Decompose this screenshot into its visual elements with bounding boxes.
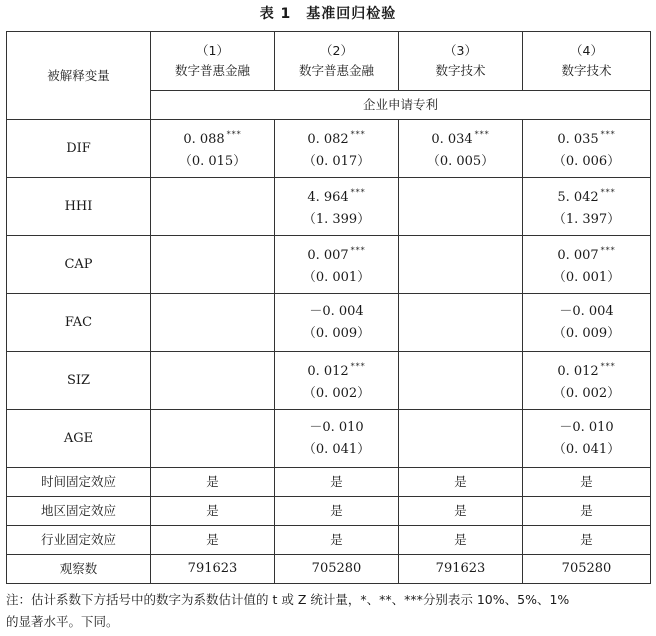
coefficient-value: 0. 082 [307,132,349,147]
column-name: 数字技术 [435,63,486,78]
effect-rows [7,468,651,584]
coefficient [523,420,650,436]
effect-value: 是 [151,497,275,526]
coefficient-cell [399,178,523,236]
standard-error: （0. 009） [302,325,371,341]
coefficient [523,304,650,320]
column-name: 数字技术 [561,63,612,78]
column-name: 数字普惠金融 [298,63,374,78]
coefficient-value: 0. 035 [557,132,599,147]
coefficient [275,127,398,148]
significance-stars: *** [600,188,616,197]
variable-name: DIF [7,120,151,178]
standard-error: （0. 006） [552,154,621,169]
coefficient [275,359,398,380]
effect-value: 是 [399,526,523,555]
effect-value: 是 [275,497,399,526]
coefficient-value: 0. 007 [307,248,349,263]
coefficient [151,127,274,148]
coefficient-cell [399,410,523,468]
coefficient-cell [151,410,275,468]
dependent-variable-label: 被解释变量 [7,32,151,120]
column-name: 数字普惠金融 [174,63,250,78]
standard-error: （1. 397） [552,212,621,227]
coefficient-value: －0. 010 [309,419,364,435]
coefficient-value: －0. 010 [559,419,614,435]
table-row [7,236,651,294]
coefficient-value: 0. 012 [307,364,349,379]
column-header-4 [523,32,651,91]
table-row [7,352,651,410]
column-number: （2） [320,43,353,58]
standard-error: （0. 005） [426,154,495,169]
coefficient-cell [151,120,275,178]
coefficient-cell [275,236,399,294]
column-header-3 [399,32,523,91]
variable-name: AGE [7,410,151,468]
effect-value: 是 [151,526,275,555]
standard-error: （0. 002） [552,386,621,401]
coefficient [523,185,650,206]
coefficient [523,127,650,148]
significance-stars: *** [600,362,616,371]
observations-value: 791623 [399,555,523,584]
significance-stars: *** [350,130,366,139]
effect-value: 是 [523,526,651,555]
coefficient-cell [275,352,399,410]
table-row [7,497,651,526]
coefficient-value: 0. 034 [431,132,473,147]
standard-error: （0. 002） [302,386,371,401]
standard-error: （0. 009） [552,325,621,341]
coefficient [275,243,398,264]
coefficient-cell [523,178,651,236]
variable-name: CAP [7,236,151,294]
coefficient-value: 0. 012 [557,364,599,379]
standard-error: （0. 041） [552,441,621,457]
effect-label: 地区固定效应 [7,497,151,526]
coefficient-cell [523,236,651,294]
effect-label: 行业固定效应 [7,526,151,555]
coefficient-cell [151,178,275,236]
coefficient-cell [275,120,399,178]
significance-stars: *** [600,246,616,255]
standard-error: （0. 041） [302,441,371,457]
subheader-label: 企业申请专利 [151,91,651,120]
significance-stars: *** [226,130,242,139]
table-row [7,468,651,497]
column-header-1 [151,32,275,91]
coefficient-cell [399,120,523,178]
effect-value: 是 [275,526,399,555]
variable-name: SIZ [7,352,151,410]
coefficient-cell [523,120,651,178]
standard-error: （0. 015） [178,154,247,169]
table-row [7,178,651,236]
effect-value: 是 [151,468,275,497]
effect-value: 是 [399,497,523,526]
coefficient-cell [151,294,275,352]
note-line: 的显著水平。下同。 [6,614,119,629]
coefficient-value: 5. 042 [557,190,599,205]
coefficient-value: 4. 964 [307,190,349,205]
significance-stars: *** [474,130,490,139]
effect-value: 是 [399,468,523,497]
column-number: （4） [570,43,603,58]
variable-rows [7,120,651,468]
column-number: （1） [196,43,229,58]
regression-table [6,31,651,584]
standard-error: （0. 001） [302,270,371,285]
coefficient-cell [523,352,651,410]
standard-error: （0. 017） [302,154,371,169]
table-row [7,526,651,555]
coefficient-cell [523,294,651,352]
note-line: 注：估计系数下方括号中的数字为系数估计值的 t 或 Z 统计量，*、**、***分别表示 10%、5%、1% [6,592,570,607]
coefficient [275,420,398,436]
column-number: （3） [444,43,477,58]
observations-row [7,555,651,584]
coefficient [523,243,650,264]
table-title: 表 1 基准回归检验 [259,6,397,22]
observations-value: 705280 [275,555,399,584]
table-row [7,120,651,178]
coefficient-cell [151,352,275,410]
observations-value: 791623 [151,555,275,584]
standard-error: （0. 001） [552,270,621,285]
coefficient-cell [399,352,523,410]
table-row [7,294,651,352]
coefficient [523,359,650,380]
coefficient-value: －0. 004 [559,303,614,319]
effect-label: 时间固定效应 [7,468,151,497]
coefficient-cell [275,410,399,468]
coefficient-value: 0. 007 [557,248,599,263]
coefficient [275,304,398,320]
significance-stars: *** [350,246,366,255]
coefficient-cell [399,294,523,352]
table-note [6,589,650,633]
standard-error: （1. 399） [302,212,371,227]
coefficient-cell [399,236,523,294]
coefficient-cell [275,178,399,236]
effect-value: 是 [523,468,651,497]
coefficient [275,185,398,206]
coefficient-cell [523,410,651,468]
effect-value: 是 [275,468,399,497]
variable-name: HHI [7,178,151,236]
header-row [7,32,651,91]
significance-stars: *** [350,188,366,197]
coefficient [399,127,522,148]
significance-stars: *** [350,362,366,371]
observations-label: 观察数 [7,555,151,584]
effect-value: 是 [523,497,651,526]
coefficient-value: 0. 088 [183,132,225,147]
coefficient-cell [151,236,275,294]
coefficient-value: －0. 004 [309,303,364,319]
table-row [7,410,651,468]
significance-stars: *** [600,130,616,139]
variable-name: FAC [7,294,151,352]
coefficient-cell [275,294,399,352]
observations-value: 705280 [523,555,651,584]
column-header-2 [275,32,399,91]
